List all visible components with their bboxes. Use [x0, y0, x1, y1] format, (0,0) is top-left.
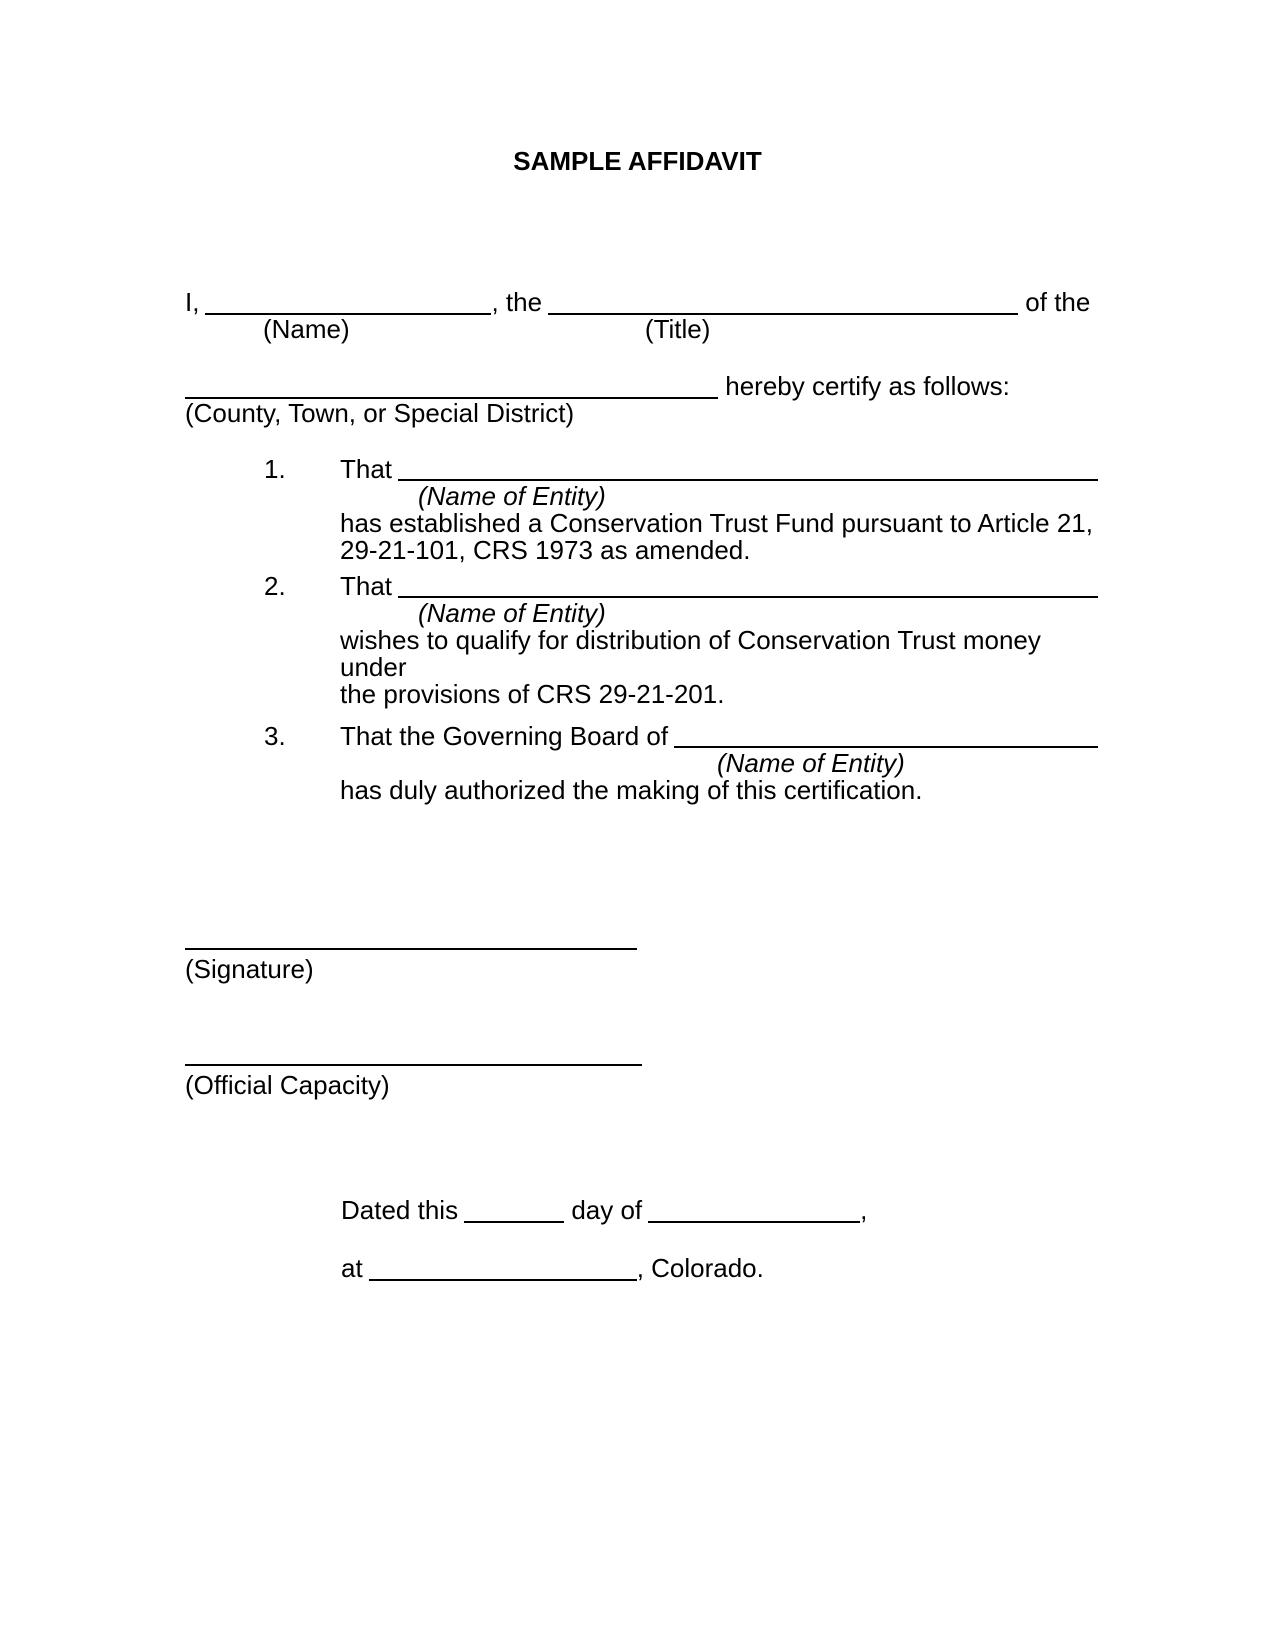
signature-blank	[185, 930, 637, 950]
signature-line	[185, 924, 637, 951]
list-item-1	[264, 456, 1098, 564]
item-2-text-line-2: the provisions of CRS 29-21-201.	[340, 679, 725, 709]
signature-caption: (Signature)	[185, 954, 314, 984]
item-2-number: 2.	[264, 571, 286, 601]
name-blank	[205, 295, 491, 315]
county-caption: (County, Town, or Special District)	[185, 398, 575, 428]
item-3-text-line-1: has duly authorized the making of this certification.	[340, 775, 923, 805]
title-caption: (Title)	[644, 314, 711, 344]
intro-line	[185, 289, 1090, 316]
item-1-number: 1.	[264, 454, 286, 484]
document-title: SAMPLE AFFIDAVIT	[513, 146, 762, 176]
dated-day-of: day of	[571, 1195, 643, 1225]
intro-paragraph	[185, 289, 1090, 343]
official-capacity-blank	[185, 1046, 642, 1066]
location-line	[341, 1255, 764, 1282]
list-item-2	[264, 573, 1098, 708]
item-1-text-line-2: 29-21-101, CRS 1973 as amended.	[340, 535, 751, 565]
place-blank	[369, 1261, 637, 1281]
name-caption: (Name)	[263, 314, 350, 344]
dated-prefix: Dated this	[341, 1195, 459, 1225]
county-blank	[185, 379, 718, 399]
intro-i-label: I,	[185, 287, 200, 317]
colorado-label: , Colorado.	[636, 1253, 764, 1283]
item-3-entity-caption: (Name of Entity)	[717, 748, 905, 778]
certify-text: hereby certify as follows:	[725, 371, 1010, 401]
title-blank	[548, 295, 1018, 315]
at-label: at	[341, 1253, 363, 1283]
item-1-entity-caption: (Name of Entity)	[418, 481, 606, 511]
day-number-blank	[464, 1203, 564, 1223]
item-1-text-line-1: has established a Conservation Trust Fund pursuant to Article 21,	[340, 508, 1093, 538]
intro-the-label: , the	[491, 287, 543, 317]
item-3-number: 3.	[264, 721, 286, 751]
intro-of-the-label: of the	[1025, 287, 1091, 317]
intro-captions-line	[185, 316, 1090, 343]
dated-comma: ,	[860, 1195, 868, 1225]
item-2-lead: That	[340, 571, 393, 601]
list-item-3	[264, 723, 1098, 804]
official-capacity-line	[185, 1040, 642, 1067]
county-paragraph	[185, 373, 1010, 427]
item-2-entity-caption: (Name of Entity)	[418, 598, 606, 628]
item-1-entity-blank	[398, 456, 1098, 481]
item-2-entity-blank	[398, 573, 1098, 598]
item-1-lead: That	[340, 454, 393, 484]
item-2-text-line-1: wishes to qualify for distribution of Conservation Trust money under	[340, 625, 1041, 682]
item-3-lead: That the Governing Board of	[340, 721, 669, 751]
county-line	[185, 373, 1010, 400]
dated-line	[341, 1197, 867, 1224]
official-capacity-caption: (Official Capacity)	[185, 1070, 390, 1100]
item-2-lead-line	[264, 573, 1098, 600]
item-3-entity-blank	[674, 723, 1098, 748]
item-1-lead-line	[264, 456, 1098, 483]
item-3-lead-line	[264, 723, 1098, 750]
month-blank	[648, 1203, 860, 1223]
